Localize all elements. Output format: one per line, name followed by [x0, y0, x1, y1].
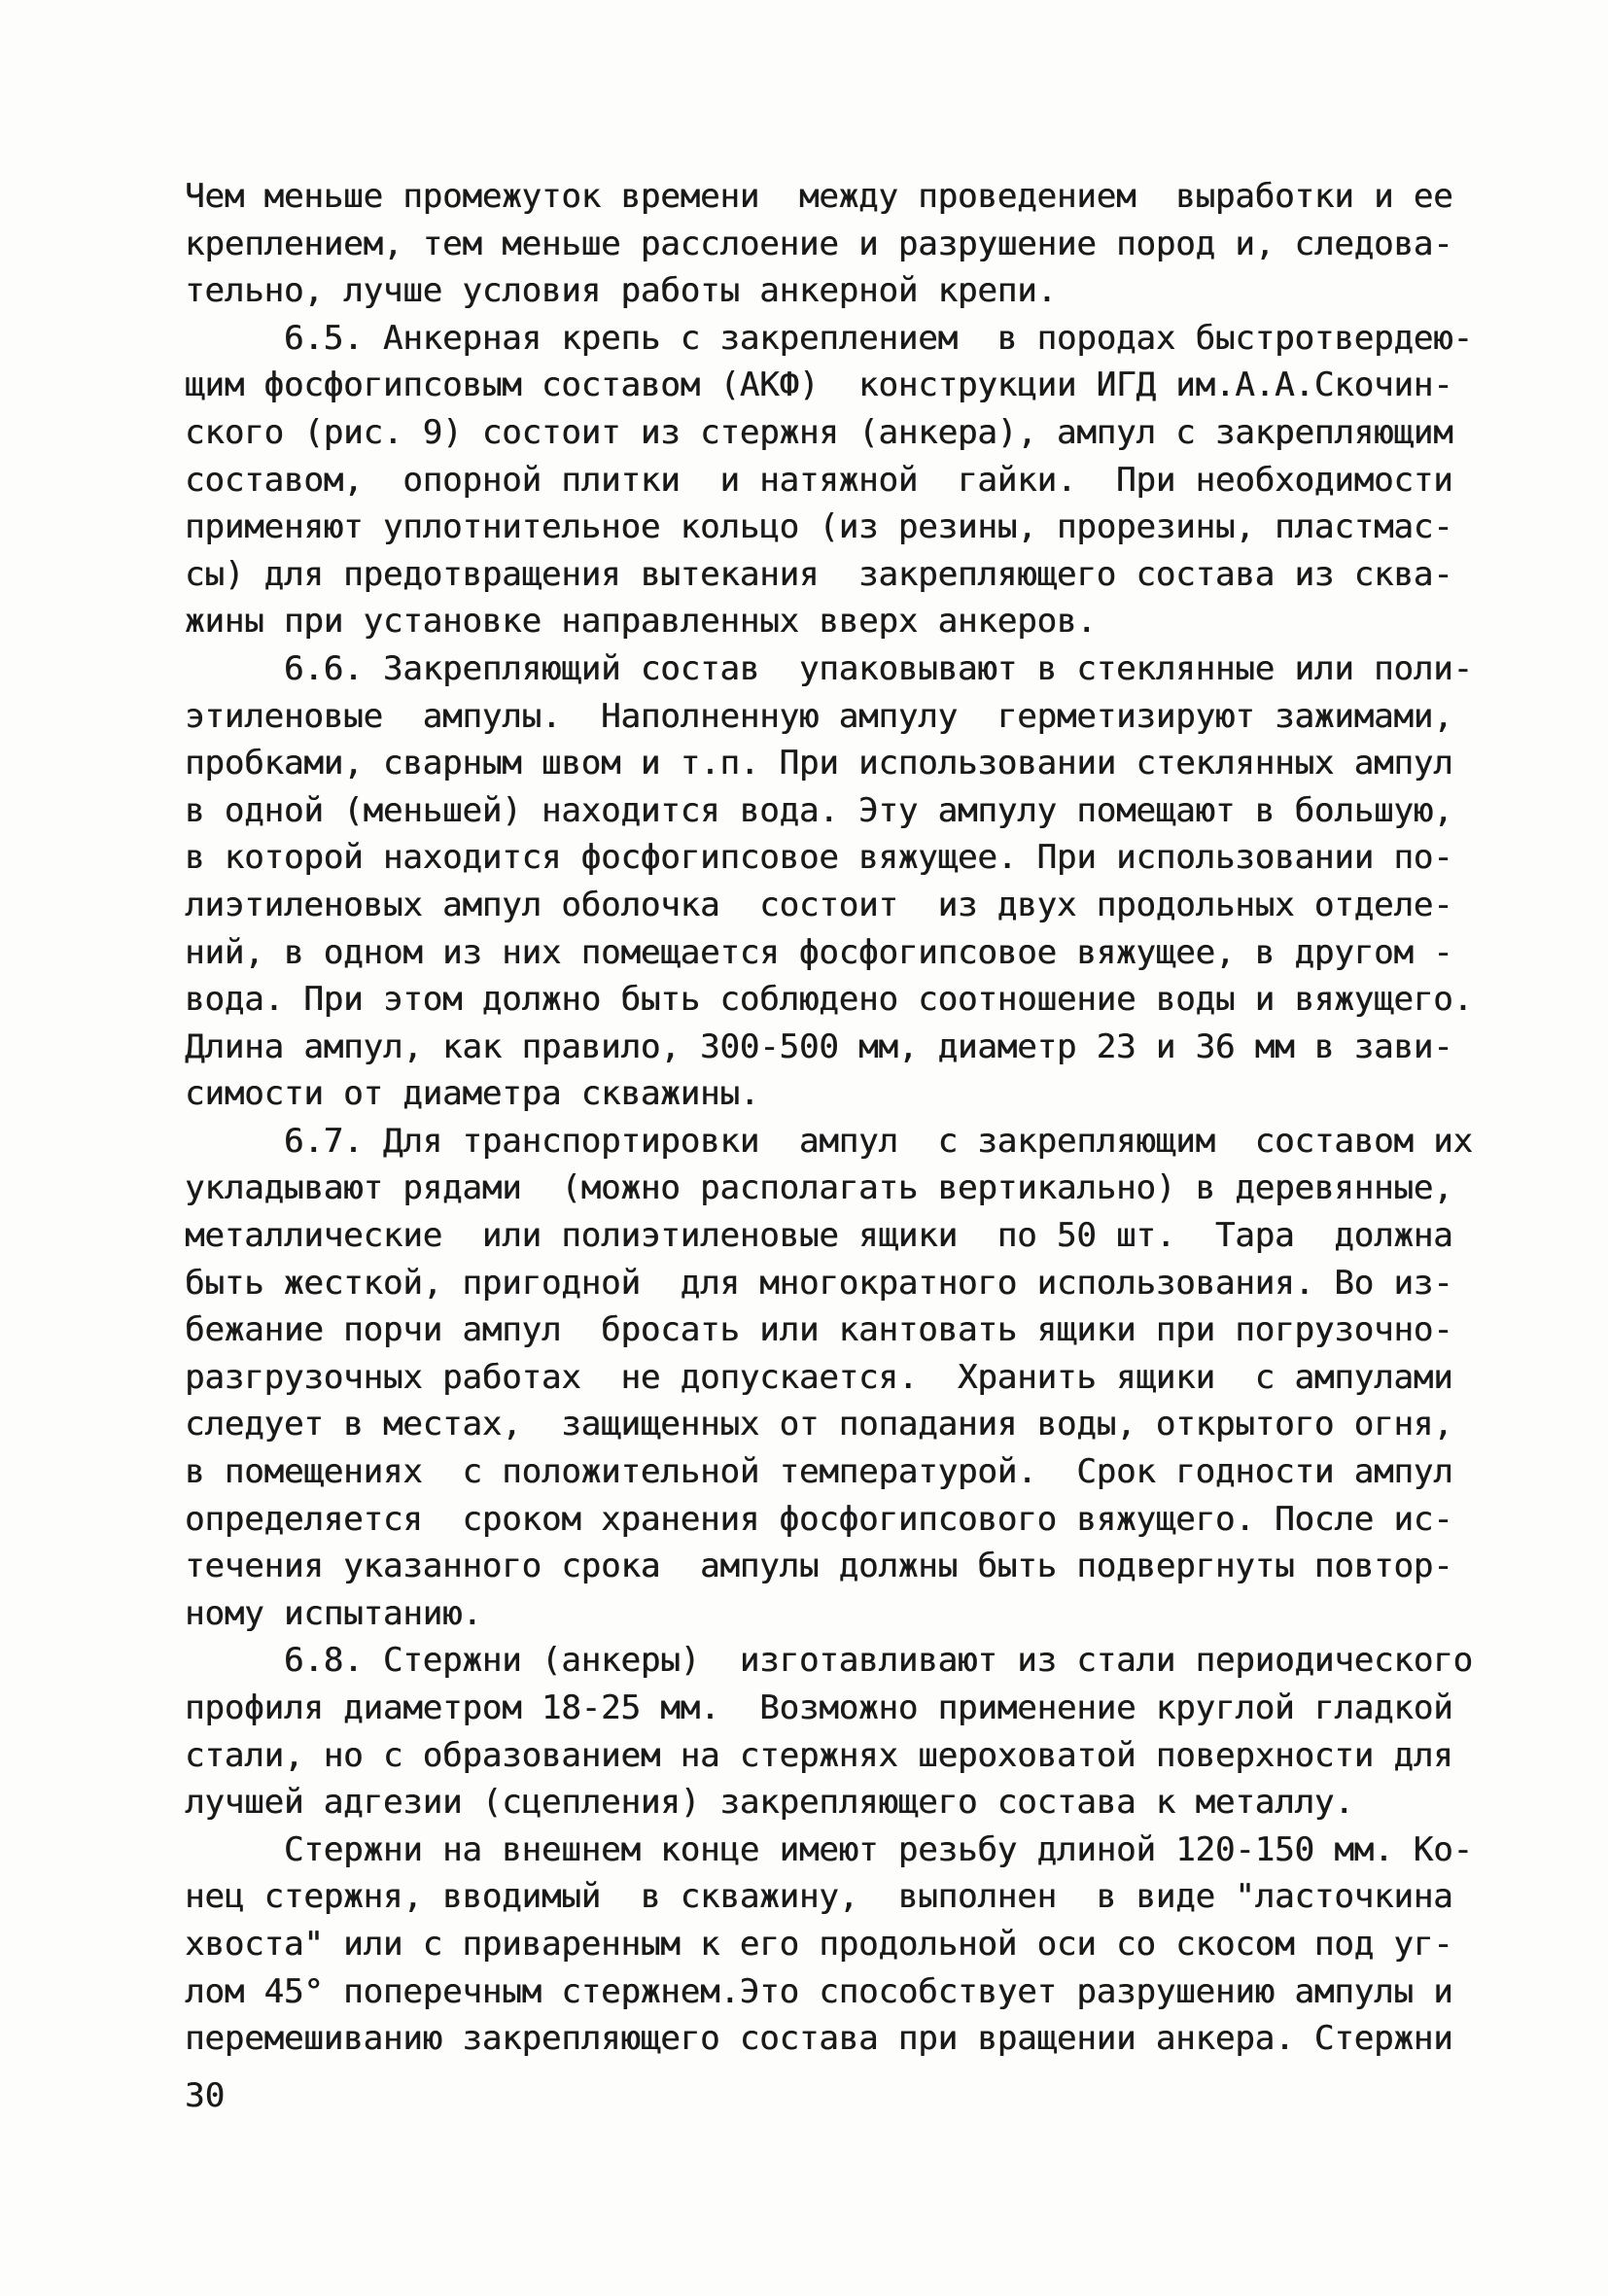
text-line: в одной (меньшей) находится вода. Эту ампулу помещают в большую, — [185, 790, 1453, 830]
text-line: 6.7. Для транспортировки ампул с закрепляющим составом их — [185, 1121, 1473, 1161]
text-line: креплением, тем меньше расслоение и разрушение пород и, следова- — [185, 224, 1453, 263]
text-line: вода. При этом должно быть соблюдено соотношение воды и вяжущего. — [185, 980, 1473, 1020]
text-line: жины при установке направленных вверх анкеров. — [185, 602, 1097, 642]
text-line: лом 45° поперечным стержнем.Это способствует разрушению ампулы и — [185, 1971, 1453, 2011]
text-line: 6.8. Стержни (анкеры) изготавливают из стали периодического — [185, 1641, 1473, 1681]
text-line: следует в местах, защищенных от попадания воды, открытого огня, — [185, 1405, 1453, 1444]
text-line: ского (рис. 9) состоит из стержня (анкера), ампул с закрепляющим — [185, 412, 1453, 452]
text-line: металлические или полиэтиленовые ящики по 50 шт. Тара должна — [185, 1216, 1453, 1256]
text-line: применяют уплотнительное кольцо (из резины, прорезины, пластмас- — [185, 507, 1453, 547]
text-line: определяется сроком хранения фосфогипсового вяжущего. После ис- — [185, 1499, 1453, 1539]
text-line: тельно, лучше условия работы анкерной крепи. — [185, 271, 1057, 311]
body-text — [185, 173, 1473, 2063]
text-line: бежание порчи ампул бросать или кантовать ящики при погрузочно- — [185, 1310, 1453, 1350]
text-line: ний, в одном из них помещается фосфогипсовое вяжущее, в другом - — [185, 932, 1453, 972]
text-line: быть жесткой, пригодной для многократного использования. Во из- — [185, 1263, 1453, 1303]
text-line: 6.5. Анкерная крепь с закреплением в породах быстротвердею- — [185, 318, 1473, 358]
text-line: профиля диаметром 18-25 мм. Возможно применение круглой гладкой — [185, 1688, 1453, 1727]
text-line: укладывают рядами (можно располагать вертикально) в деревянные, — [185, 1168, 1453, 1208]
text-line: нец стержня, вводимый в скважину, выполнен в виде "ласточкина — [185, 1877, 1453, 1917]
page-number: 30 — [185, 2076, 226, 2115]
text-line: составом, опорной плитки и натяжной гайки. При необходимости — [185, 460, 1453, 500]
text-line: 6.6. Закрепляющий состав упаковывают в стеклянные или поли- — [185, 648, 1473, 688]
text-line: разгрузочных работах не допускается. Хранить ящики с ампулами — [185, 1357, 1453, 1397]
text-line: стали, но с образованием на стержнях шероховатой поверхности для — [185, 1735, 1453, 1775]
text-line: лиэтиленовых ампул оболочка состоит из двух продольных отделе- — [185, 885, 1453, 924]
text-line: хвоста" или с приваренным к его продольной оси со скосом под уг- — [185, 1924, 1453, 1964]
text-line: в помещениях с положительной температурой. Срок годности ампул — [185, 1452, 1453, 1492]
text-line: Чем меньше промежуток времени между проведением выработки и ее — [185, 177, 1453, 216]
text-line: Длина ампул, как правило, 300-500 мм, диаметр 23 и 36 мм в зави- — [185, 1026, 1453, 1066]
text-line: в которой находится фосфогипсовое вяжущее. При использовании по- — [185, 838, 1453, 878]
text-line: лучшей адгезии (сцепления) закрепляющего состава к металлу. — [185, 1783, 1354, 1823]
text-line: Стержни на внешнем конце имеют резьбу длиной 120-150 мм. Ко- — [185, 1829, 1473, 1869]
text-line: этиленовые ампулы. Наполненную ампулу герметизируют зажимами, — [185, 696, 1453, 736]
text-line: течения указанного срока ампулы должны быть подвергнуты повтор- — [185, 1547, 1453, 1586]
text-line: симости от диаметра скважины. — [185, 1074, 760, 1114]
text-line: ному испытанию. — [185, 1593, 482, 1633]
text-line: сы) для предотвращения вытекания закрепляющего состава из сква- — [185, 554, 1453, 594]
text-line: пробками, сварным швом и т.п. При использовании стеклянных ампул — [185, 744, 1453, 783]
text-line: перемешиванию закрепляющего состава при вращении анкера. Стержни — [185, 2019, 1453, 2059]
text-line: щим фосфогипсовым составом (АКФ) конструкции ИГД им.А.А.Скочин- — [185, 365, 1453, 405]
